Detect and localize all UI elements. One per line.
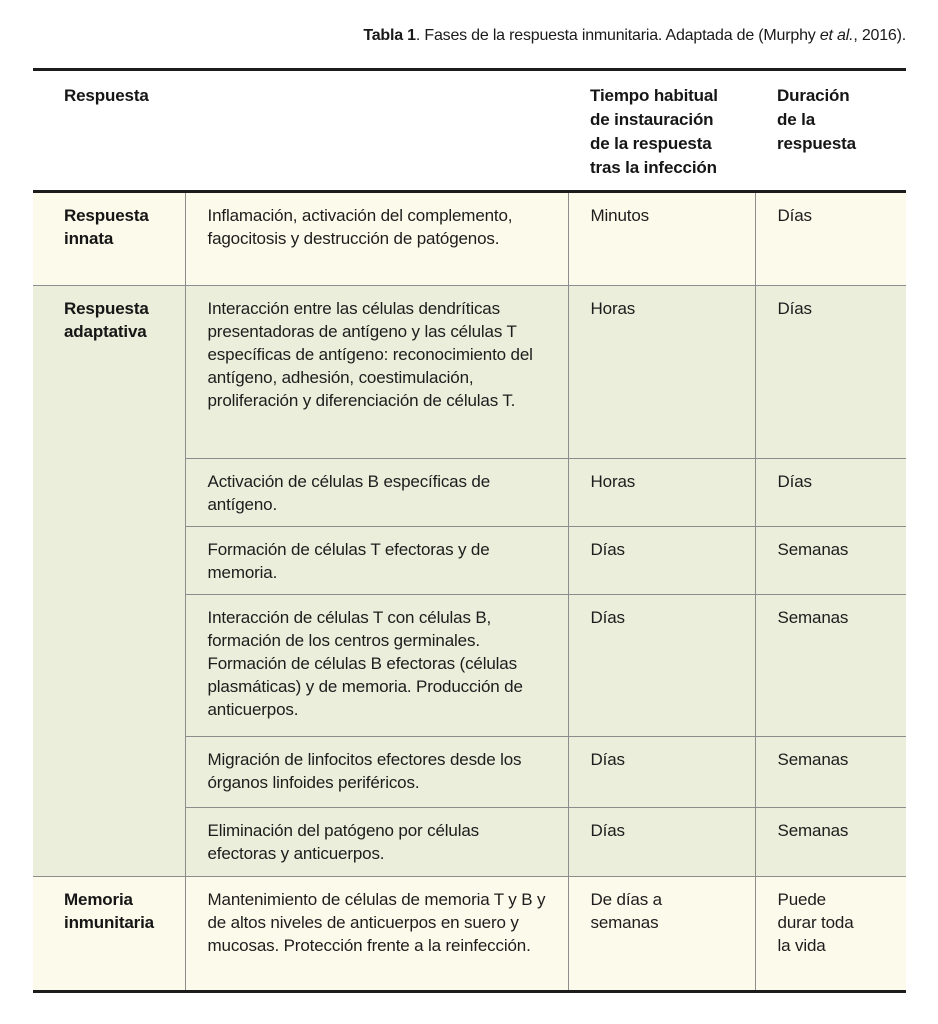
- cell-tiempo: Horas: [568, 286, 755, 459]
- cell-descripcion: Interacción de células T con células B, formación de los centros germinales. Formación de células B efectoras (células plasmáticas) y de memoria. Producción de anticuerpos.: [185, 595, 568, 737]
- table-header: [33, 70, 906, 192]
- caption-label: Tabla 1: [363, 27, 416, 44]
- table-caption: [0, 25, 906, 47]
- cell-duracion: Semanas: [755, 808, 906, 877]
- group-label-respuesta-adaptativa: Respuesta adaptativa: [33, 286, 185, 877]
- cell-duracion: Semanas: [755, 737, 906, 808]
- cell-tiempo: Horas: [568, 459, 755, 527]
- column-header-duracion: Duración de la respuesta: [755, 70, 906, 192]
- table-row: [33, 877, 906, 992]
- cell-duracion: Semanas: [755, 595, 906, 737]
- caption-tail: , 2016).: [853, 27, 906, 44]
- cell-duracion: Días: [755, 286, 906, 459]
- cell-descripcion: Eliminación del patógeno por células efectoras y anticuerpos.: [185, 808, 568, 877]
- group-label-respuesta-innata: Respuesta innata: [33, 192, 185, 286]
- immunity-phases-table: [33, 68, 906, 993]
- cell-descripcion: Activación de células B específicas de antígeno.: [185, 459, 568, 527]
- cell-duracion: Semanas: [755, 527, 906, 595]
- header-row: [33, 70, 906, 192]
- caption-text: . Fases de la respuesta inmunitaria. Adaptada de (Murphy: [415, 27, 820, 44]
- cell-tiempo: Días: [568, 595, 755, 737]
- column-header-tiempo-instauracion: Tiempo habitual de instauración de la respuesta tras la infección: [568, 70, 755, 192]
- cell-descripcion: Migración de linfocitos efectores desde los órganos linfoides periféricos.: [185, 737, 568, 808]
- table-body: [33, 192, 906, 992]
- cell-descripcion: Mantenimiento de células de memoria T y B y de altos niveles de anticuerpos en suero y mucosas. Protección frente a la reinfección.: [185, 877, 568, 992]
- column-header-respuesta: Respuesta: [33, 70, 568, 192]
- cell-tiempo: De días a semanas: [568, 877, 755, 992]
- group-label-memoria-inmunitaria: Memoria inmunitaria: [33, 877, 185, 992]
- caption-italic-etal: et al.: [819, 27, 854, 44]
- cell-tiempo: Días: [568, 527, 755, 595]
- cell-duracion: Días: [755, 192, 906, 286]
- cell-descripcion: Interacción entre las células dendríticas presentadoras de antígeno y las células T específicas de antígeno: reconocimiento del antígeno, adhesión, coestimulación, proliferación y diferenciación de células T.: [185, 286, 568, 459]
- table-row: [33, 286, 906, 459]
- cell-duracion: Días: [755, 459, 906, 527]
- table-row: [33, 192, 906, 286]
- cell-duracion: Puede durar toda la vida: [755, 877, 906, 992]
- cell-tiempo: Días: [568, 808, 755, 877]
- cell-tiempo: Días: [568, 737, 755, 808]
- cell-descripcion: Inflamación, activación del complemento, fagocitosis y destrucción de patógenos.: [185, 192, 568, 286]
- cell-tiempo: Minutos: [568, 192, 755, 286]
- cell-descripcion: Formación de células T efectoras y de memoria.: [185, 527, 568, 595]
